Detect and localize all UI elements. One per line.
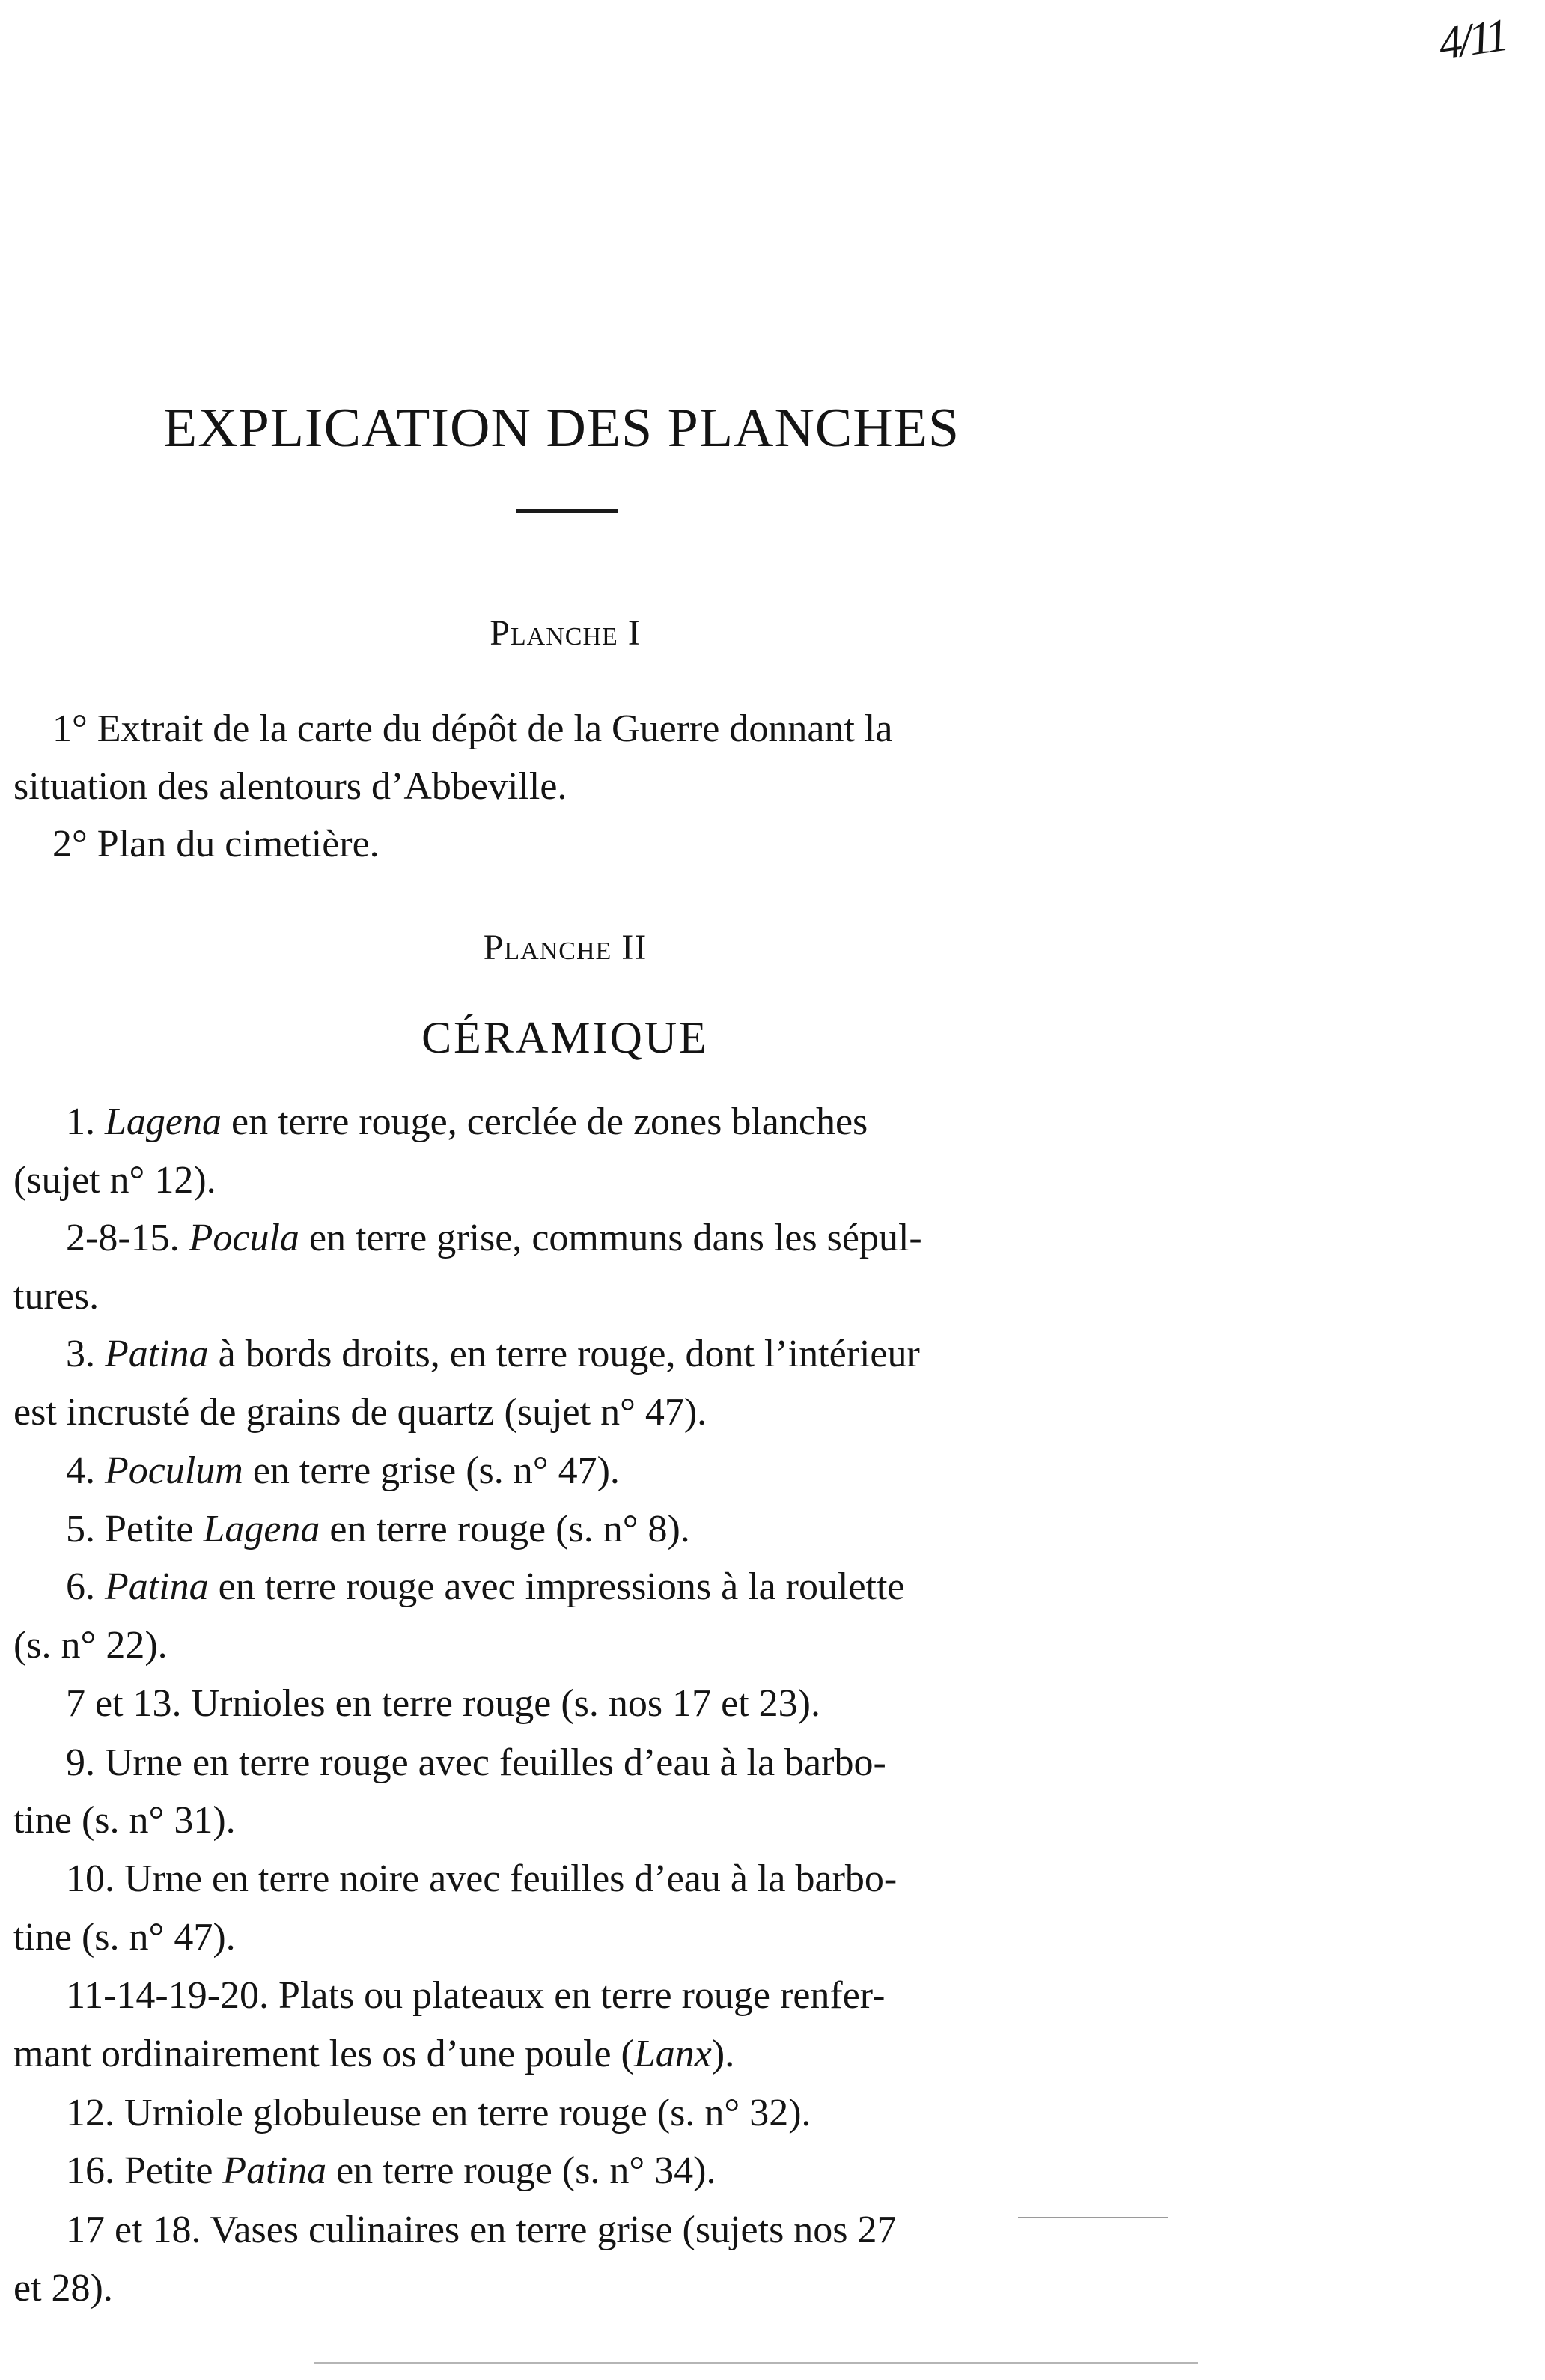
entry-text: et 28). (13, 2267, 113, 2310)
plate-2-entry-line (13, 1151, 216, 1210)
entry-text: 10. Urne en terre noire avec feuilles d’eau à la barbo- (66, 1857, 898, 1900)
entry-text: 3. (66, 1333, 105, 1375)
entry-text: ). (711, 2033, 735, 2075)
page-title: EXPLICATION DES PLANCHES (162, 398, 960, 459)
footer-line (314, 2362, 1198, 2364)
entry-text: (s. n° 22). (13, 1624, 168, 1667)
entry-text: 11-14-19-20. Plats ou plateaux en terre rouge renfer- (66, 1974, 886, 2017)
entry-text: 16. Petite (66, 2149, 223, 2192)
entry-text: tine (s. n° 47). (13, 1916, 236, 1959)
plate-2-subheading: CÉRAMIQUE (421, 1013, 709, 1062)
entry-text: en terre grise, communs dans les sépul- (299, 1217, 922, 1259)
entry-text: 1. (66, 1101, 105, 1143)
plate-2-entry-line (66, 1209, 922, 1267)
entry-text: à bords droits, en terre rouge, dont l’intérieur (208, 1333, 920, 1375)
plate-2-entry-line (66, 1093, 868, 1151)
plate-2-entry-line (13, 2259, 113, 2318)
entry-latin-term: Patina (105, 1333, 209, 1375)
folio-number: 4/11 (1435, 10, 1509, 70)
divider-line (1018, 2217, 1168, 2218)
entry-latin-term: Lagena (105, 1101, 222, 1143)
plate-1-heading: Planche I (490, 613, 641, 653)
entry-text: 17 et 18. Vases culinaires en terre grise (sujets nos 27 (66, 2209, 897, 2251)
plate-2-entry-line (66, 1967, 885, 2025)
plate-2-entry-line (13, 1267, 99, 1326)
plate-2-entry-line (66, 1675, 820, 1733)
entry-text: tine (s. n° 31). (13, 1799, 236, 1842)
plate-1-line: 1° Extrait de la carte du dépôt de la Guerre donnant la (52, 707, 893, 750)
plate-1-line: situation des alentours d’Abbeville. (13, 765, 567, 808)
plate-1-line: 2° Plan du cimetière. (52, 823, 380, 865)
entry-latin-term: Patina (222, 2149, 327, 2192)
entry-text: (sujet n° 12). (13, 1159, 216, 1202)
entry-text: 5. Petite (66, 1508, 204, 1550)
title-rule (516, 509, 618, 513)
entry-latin-term: Lagena (203, 1508, 320, 1550)
plate-2-entry-line (13, 1616, 168, 1675)
entry-text: mant ordinairement les os d’une poule ( (13, 2033, 634, 2075)
entry-text: 4. (66, 1449, 105, 1492)
plate-2-entry-line (13, 1384, 707, 1442)
plate-2-entry-line (66, 1442, 620, 1500)
entry-latin-term: Poculum (105, 1449, 243, 1492)
entry-text: en terre rouge avec impressions à la roulette (208, 1565, 905, 1608)
entry-text: en terre rouge, cerclée de zones blanches (222, 1101, 868, 1143)
plate-2-entry-line (66, 1850, 897, 1908)
entry-latin-term: Lanx (633, 2033, 712, 2075)
entry-text: 12. Urniole globuleuse en terre rouge (s. n° 32). (66, 2092, 811, 2134)
entry-text: 9. Urne en terre rouge avec feuilles d’eau à la barbo- (66, 1741, 886, 1784)
entry-text: 7 et 13. Urnioles en terre rouge (s. nos 17 et 23). (66, 1682, 820, 1725)
plate-2-entry-line (66, 1734, 886, 1792)
plate-2-entry-line (66, 2084, 811, 2143)
plate-2-entry-line (13, 2025, 734, 2084)
entry-latin-term: Pocula (189, 1217, 299, 1259)
plate-2-heading: Planche II (483, 928, 647, 967)
entry-text: tures. (13, 1275, 100, 1318)
plate-2-entry-line (66, 2142, 716, 2200)
entry-text: 6. (66, 1565, 105, 1608)
plate-2-entry-line (66, 2201, 897, 2259)
entry-text: 2-8-15. (66, 1217, 189, 1259)
plate-2-entry-line (66, 1500, 690, 1559)
plate-2-entry-line (66, 1325, 920, 1384)
plate-2-entry-line (13, 1908, 236, 1967)
entry-text: en terre grise (s. n° 47). (243, 1449, 620, 1492)
plate-2-entry-line (13, 1792, 236, 1850)
entry-latin-term: Patina (105, 1565, 209, 1608)
entry-text: en terre rouge (s. n° 34). (326, 2149, 716, 2192)
entry-text: en terre rouge (s. n° 8). (320, 1508, 690, 1550)
entry-text: est incrusté de grains de quartz (sujet n° 47). (13, 1391, 707, 1434)
plate-2-entry-line (66, 1558, 905, 1616)
